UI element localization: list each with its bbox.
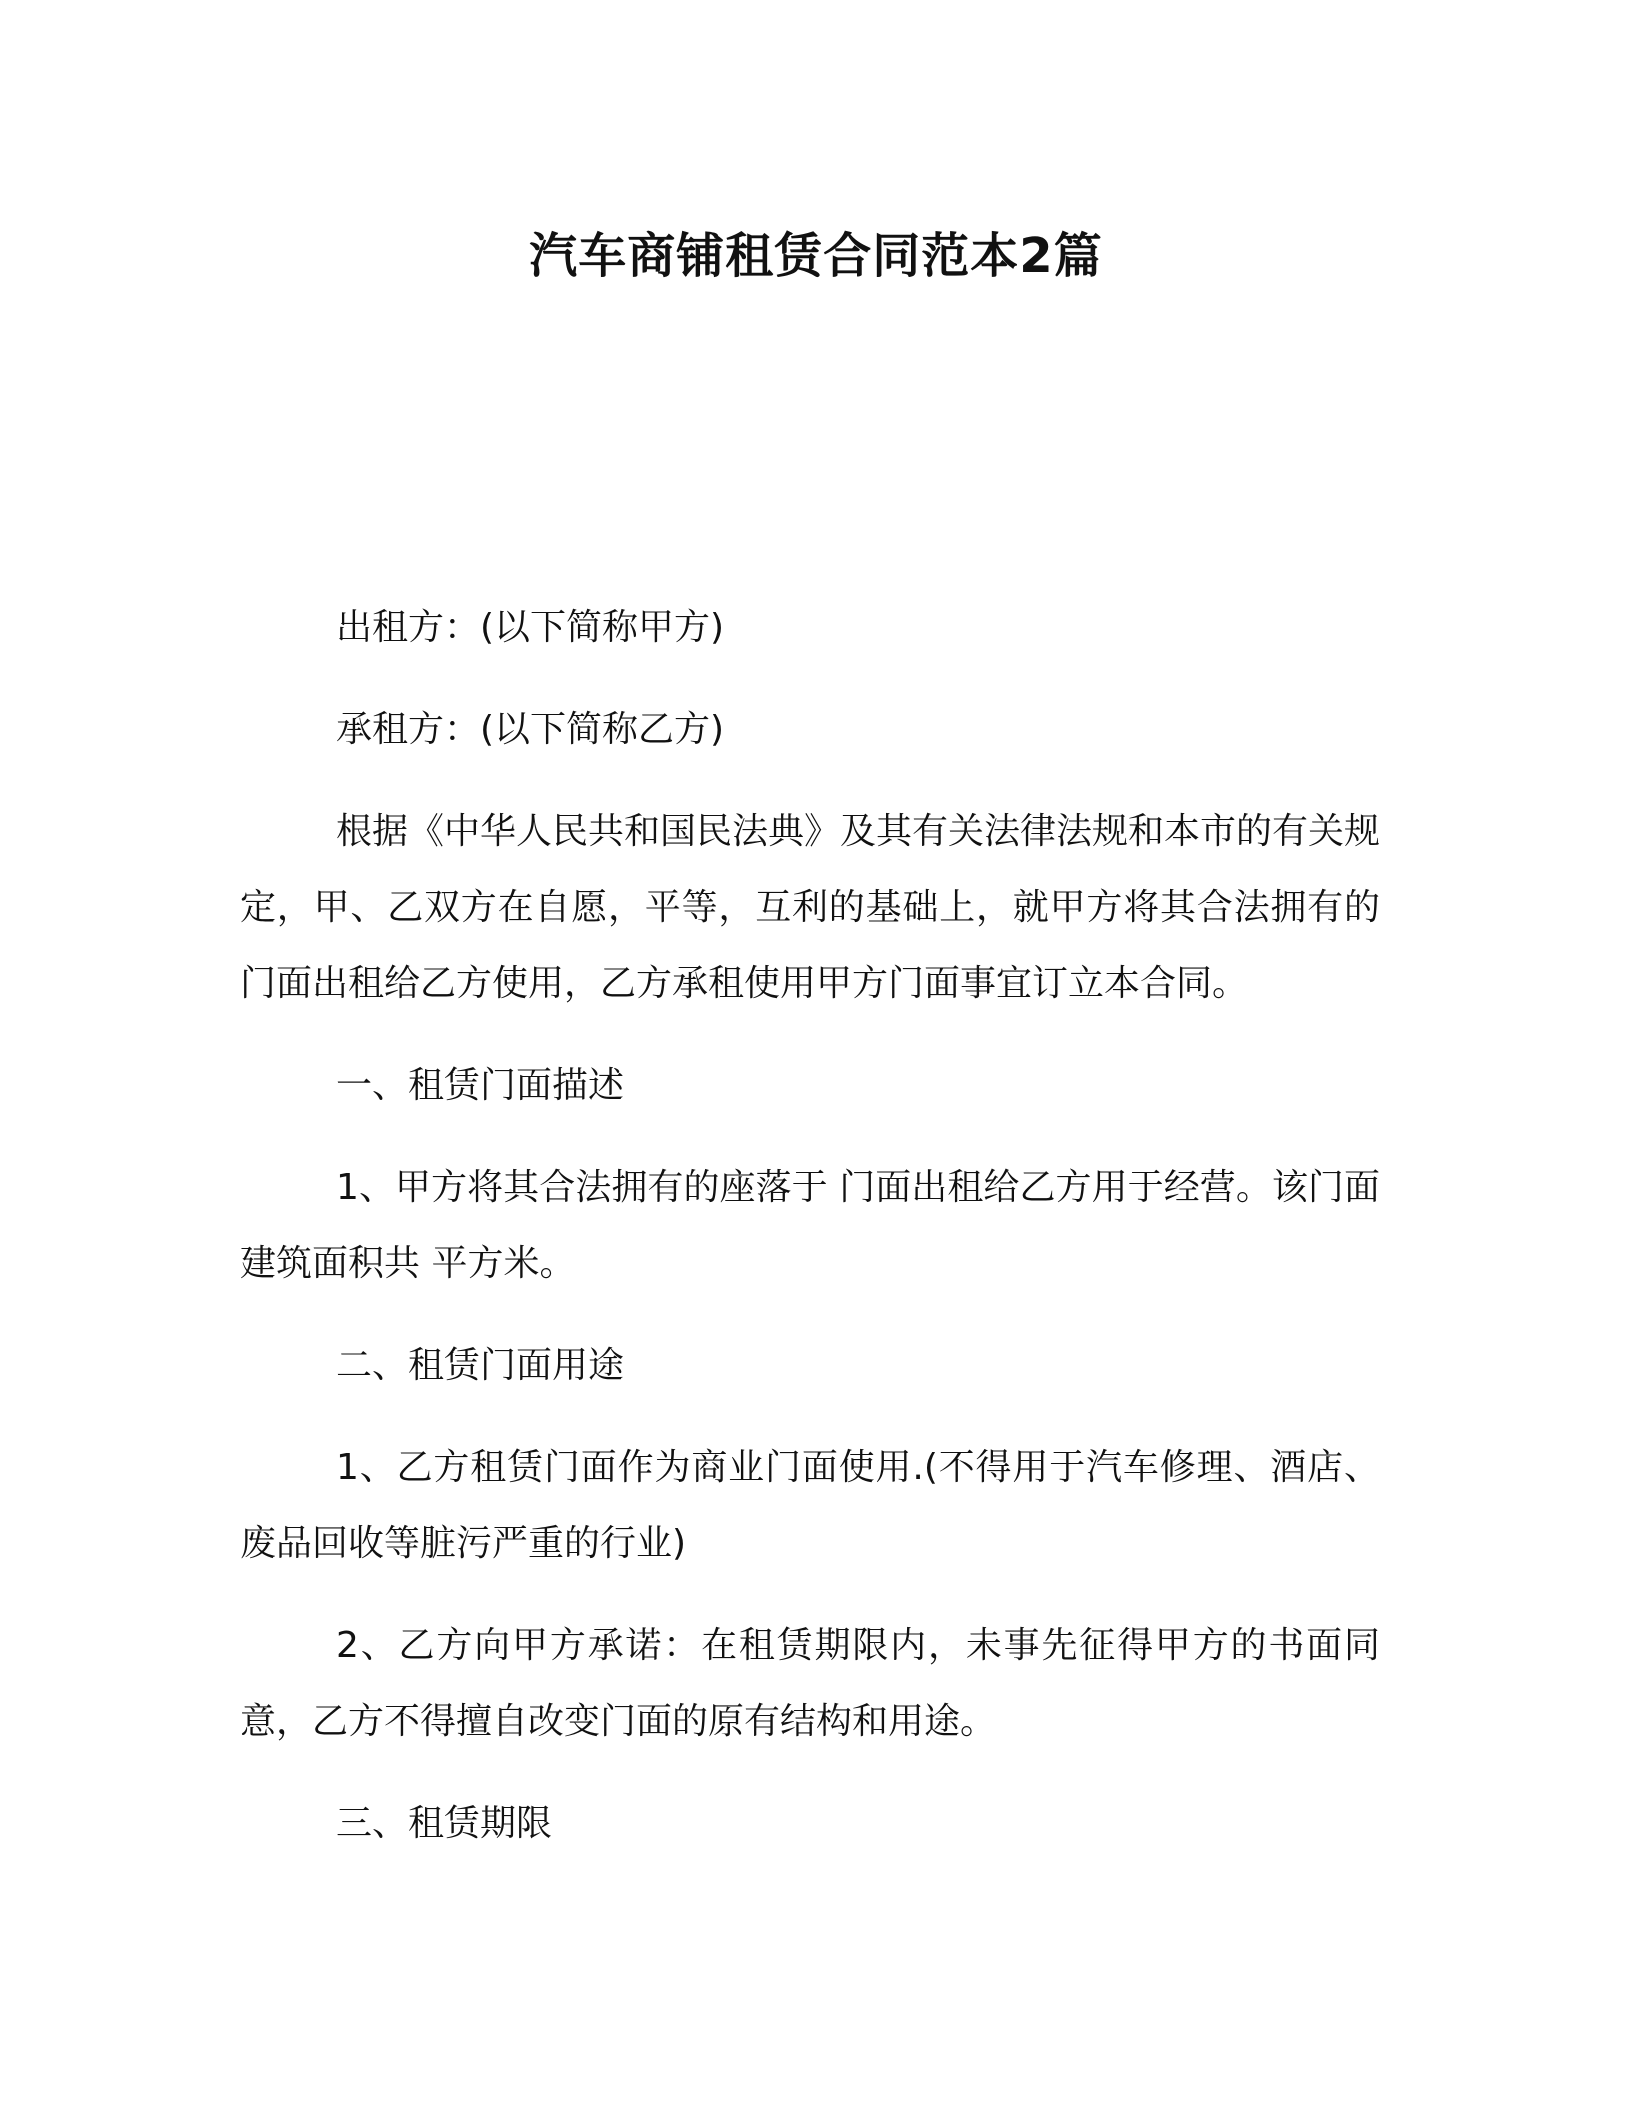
- preamble-paragraph: 根据《中华人民共和国民法典》及其有关法律法规和本市的有关规定，甲、乙双方在自愿，平等，互利的基础上，就甲方将其合法拥有的门面出租给乙方使用，乙方承租使用甲方门面事宜订立本合同。: [240, 811, 1381, 1004]
- party-lessor: 出租方：(以下简称甲方): [336, 607, 725, 648]
- clause-2-1: 1、乙方租赁门面作为商业门面使用.(不得用于汽车修理、酒店、废品回收等脏污严重的行业): [240, 1447, 1380, 1564]
- document-body: [240, 590, 1380, 1888]
- clause-2-2: 2、乙方向甲方承诺：在租赁期限内，未事先征得甲方的书面同意，乙方不得擅自改变门面的原有结构和用途。: [240, 1625, 1380, 1742]
- section-heading-2: 二、租赁门面用途: [336, 1345, 625, 1386]
- party-lessee: 承租方：(以下简称乙方): [336, 709, 725, 750]
- clause-1-1: 1、甲方将其合法拥有的座落于 门面出租给乙方用于经营。该门面建筑面积共 平方米。: [240, 1167, 1380, 1284]
- section-heading-3: 三、租赁期限: [336, 1803, 553, 1844]
- document-title: 汽车商铺租赁合同范本2篇: [529, 228, 1103, 284]
- section-heading-1: 一、租赁门面描述: [336, 1065, 625, 1106]
